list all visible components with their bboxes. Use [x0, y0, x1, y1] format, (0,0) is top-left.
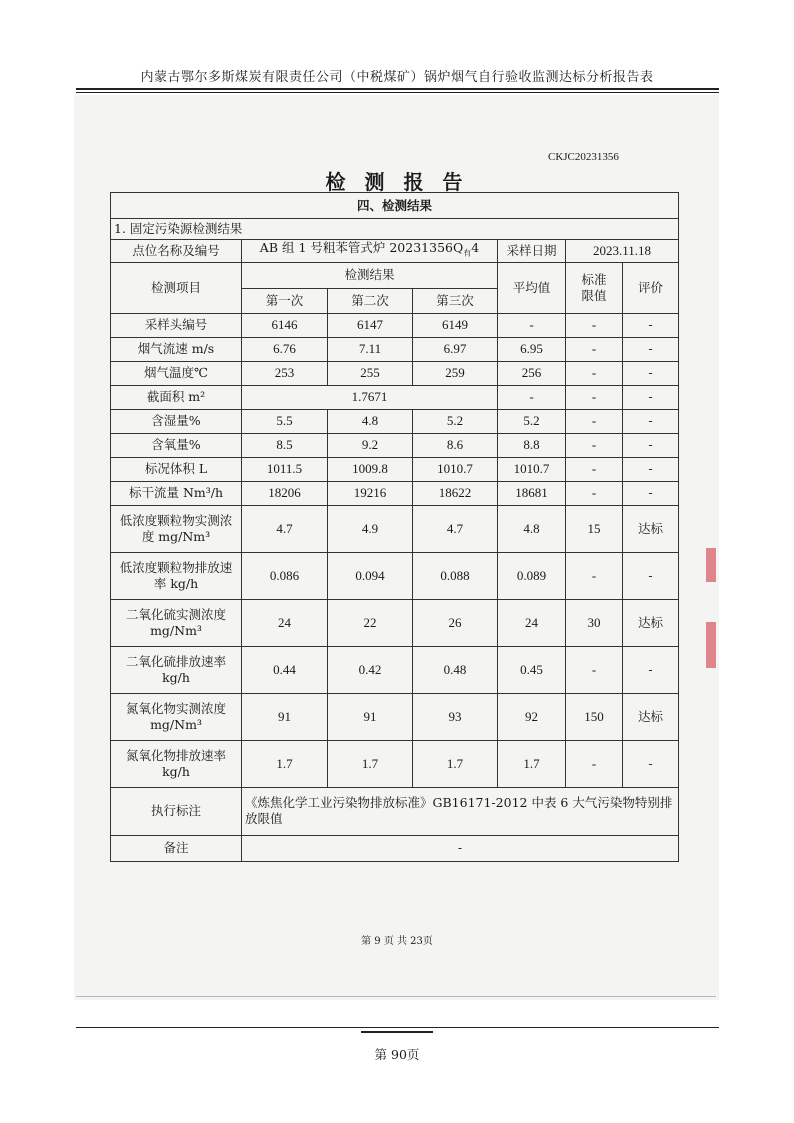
row-limit: - — [566, 361, 623, 385]
row-first: 24 — [242, 599, 328, 646]
row-item: 低浓度颗粒物实测浓 度 mg/Nm³ — [111, 505, 242, 552]
row-second: 19216 — [328, 481, 413, 505]
col-results: 检测结果 — [242, 262, 498, 288]
col-average: 平均值 — [498, 262, 566, 313]
row-first: 6.76 — [242, 337, 328, 361]
row-second: 0.094 — [328, 552, 413, 599]
row-limit: - — [566, 337, 623, 361]
table-row — [111, 313, 679, 337]
row-evaluation: - — [623, 646, 679, 693]
row-item: 二氧化硫排放速率 kg/h — [111, 646, 242, 693]
report-title: 检 测 报 告 — [325, 170, 469, 194]
row-first: 0.44 — [242, 646, 328, 693]
sampling-date-value: 2023.11.18 — [566, 240, 679, 263]
sampling-date-label: 采样日期 — [498, 240, 566, 263]
row-second: 4.8 — [328, 409, 413, 433]
report-code: CKJC20231356 — [548, 151, 619, 163]
table-row — [111, 693, 679, 740]
row-average: 24 — [498, 599, 566, 646]
table-row — [111, 552, 679, 599]
section-title: 四、检测结果 — [111, 193, 679, 219]
row-item: 低浓度颗粒物排放速 率 kg/h — [111, 552, 242, 599]
row-first: 5.5 — [242, 409, 328, 433]
row-limit: 15 — [566, 505, 623, 552]
row-third: 6.97 — [413, 337, 498, 361]
row-item: 烟气流速 m/s — [111, 337, 242, 361]
page-header: 内蒙古鄂尔多斯煤炭有限责任公司（中税煤矿）锅炉烟气自行验收监测达标分析报告表 — [140, 70, 654, 85]
row-evaluation: - — [623, 457, 679, 481]
row-second: 6147 — [328, 313, 413, 337]
table-row — [111, 337, 679, 361]
point-value: AB 组 1 号粗苯管式炉 $20231356Q_有4$ — [242, 240, 498, 263]
row-third: 8.6 — [413, 433, 498, 457]
row-limit: - — [566, 433, 623, 457]
row-evaluation: - — [623, 385, 679, 409]
row-third: 18622 — [413, 481, 498, 505]
table-row — [111, 505, 679, 552]
row-item: 烟气温度℃ — [111, 361, 242, 385]
row-average: 18681 — [498, 481, 566, 505]
table-row — [111, 481, 679, 505]
row-limit: - — [566, 313, 623, 337]
row-evaluation: - — [623, 433, 679, 457]
table-row — [111, 361, 679, 385]
inner-page-number: 第 9 页 共 23页 — [361, 936, 433, 947]
row-limit: - — [566, 457, 623, 481]
row-average: 4.8 — [498, 505, 566, 552]
row-average: 92 — [498, 693, 566, 740]
row-second: 22 — [328, 599, 413, 646]
row-third: 0.48 — [413, 646, 498, 693]
row-evaluation: 达标 — [623, 693, 679, 740]
row-evaluation: 达标 — [623, 599, 679, 646]
row-second: 0.42 — [328, 646, 413, 693]
scan-bottom-edge — [76, 996, 716, 997]
row-first: 0.086 — [242, 552, 328, 599]
col-third: 第三次 — [413, 288, 498, 313]
row-second: 9.2 — [328, 433, 413, 457]
col-second: 第二次 — [328, 288, 413, 313]
row-limit: - — [566, 552, 623, 599]
row-average: 0.45 — [498, 646, 566, 693]
row-limit: - — [566, 740, 623, 787]
row-item: 截面积 m² — [111, 385, 242, 409]
row-third: 4.7 — [413, 505, 498, 552]
row-first: 253 — [242, 361, 328, 385]
header-rule — [76, 88, 719, 90]
row-second: 1009.8 — [328, 457, 413, 481]
row-third: 26 — [413, 599, 498, 646]
row-first: 1011.5 — [242, 457, 328, 481]
row-average: 0.089 — [498, 552, 566, 599]
row-first: 18206 — [242, 481, 328, 505]
row-item: 采样头编号 — [111, 313, 242, 337]
row-average: 1.7 — [498, 740, 566, 787]
row-item: 含氧量% — [111, 433, 242, 457]
results-table — [110, 192, 679, 862]
row-limit: - — [566, 409, 623, 433]
table-row — [111, 599, 679, 646]
table-row — [111, 433, 679, 457]
standard-label: 执行标注 — [111, 787, 242, 835]
row-average: 8.8 — [498, 433, 566, 457]
row-evaluation: - — [623, 337, 679, 361]
row-item: 二氧化硫实测浓度 mg/Nm³ — [111, 599, 242, 646]
footer-rule — [76, 1027, 719, 1028]
table-row — [111, 646, 679, 693]
point-label: 点位名称及编号 — [111, 240, 242, 263]
footer-mark — [361, 1031, 433, 1033]
row-third: 5.2 — [413, 409, 498, 433]
row-third: 259 — [413, 361, 498, 385]
row-limit: - — [566, 385, 623, 409]
row-limit: - — [566, 481, 623, 505]
table-row — [111, 457, 679, 481]
row-evaluation: - — [623, 740, 679, 787]
row-limit: 30 — [566, 599, 623, 646]
row-average: 256 — [498, 361, 566, 385]
row-second: 255 — [328, 361, 413, 385]
row-first: 91 — [242, 693, 328, 740]
row-third: 0.088 — [413, 552, 498, 599]
row-evaluation: - — [623, 409, 679, 433]
seal-stamp-fragment — [706, 548, 716, 582]
row-average: 1010.7 — [498, 457, 566, 481]
row-average: - — [498, 385, 566, 409]
seal-stamp-fragment — [706, 622, 716, 668]
row-second: 91 — [328, 693, 413, 740]
row-average: 6.95 — [498, 337, 566, 361]
row-item: 含湿量% — [111, 409, 242, 433]
row-limit: 150 — [566, 693, 623, 740]
row-first: 8.5 — [242, 433, 328, 457]
col-limit: 标准 限值 — [566, 262, 623, 313]
row-item: 标况体积 L — [111, 457, 242, 481]
row-average: - — [498, 313, 566, 337]
row-evaluation: 达标 — [623, 505, 679, 552]
cross-section-value: 1.7671 — [242, 385, 498, 409]
row-item: 氮氧化物实测浓度 mg/Nm³ — [111, 693, 242, 740]
row-evaluation: - — [623, 552, 679, 599]
col-item: 检测项目 — [111, 262, 242, 313]
row-first: 6146 — [242, 313, 328, 337]
remarks-value: - — [242, 835, 679, 861]
row-third: 1.7 — [413, 740, 498, 787]
row-second: 7.11 — [328, 337, 413, 361]
subsection-title: 1. 固定污染源检测结果 — [111, 219, 679, 240]
remarks-label: 备注 — [111, 835, 242, 861]
row-average: 5.2 — [498, 409, 566, 433]
outer-page-number: 第 90页 — [374, 1047, 420, 1062]
row-second: 1.7 — [328, 740, 413, 787]
row-first: 1.7 — [242, 740, 328, 787]
row-limit: - — [566, 646, 623, 693]
row-third: 1010.7 — [413, 457, 498, 481]
table-row-cross-section — [111, 385, 679, 409]
row-item: 标干流量 Nm³/h — [111, 481, 242, 505]
row-evaluation: - — [623, 361, 679, 385]
row-second: 4.9 — [328, 505, 413, 552]
table-row — [111, 740, 679, 787]
standard-value: 《炼焦化学工业污染物排放标准》GB16171-2012 中表 6 大气污染物特别排放限值 — [242, 787, 679, 835]
header-rule-thin — [76, 92, 719, 93]
col-evaluation: 评价 — [623, 262, 679, 313]
row-evaluation: - — [623, 313, 679, 337]
row-third: 93 — [413, 693, 498, 740]
row-first: 4.7 — [242, 505, 328, 552]
table-row — [111, 409, 679, 433]
row-third: 6149 — [413, 313, 498, 337]
col-first: 第一次 — [242, 288, 328, 313]
row-item: 氮氧化物排放速率 kg/h — [111, 740, 242, 787]
row-evaluation: - — [623, 481, 679, 505]
